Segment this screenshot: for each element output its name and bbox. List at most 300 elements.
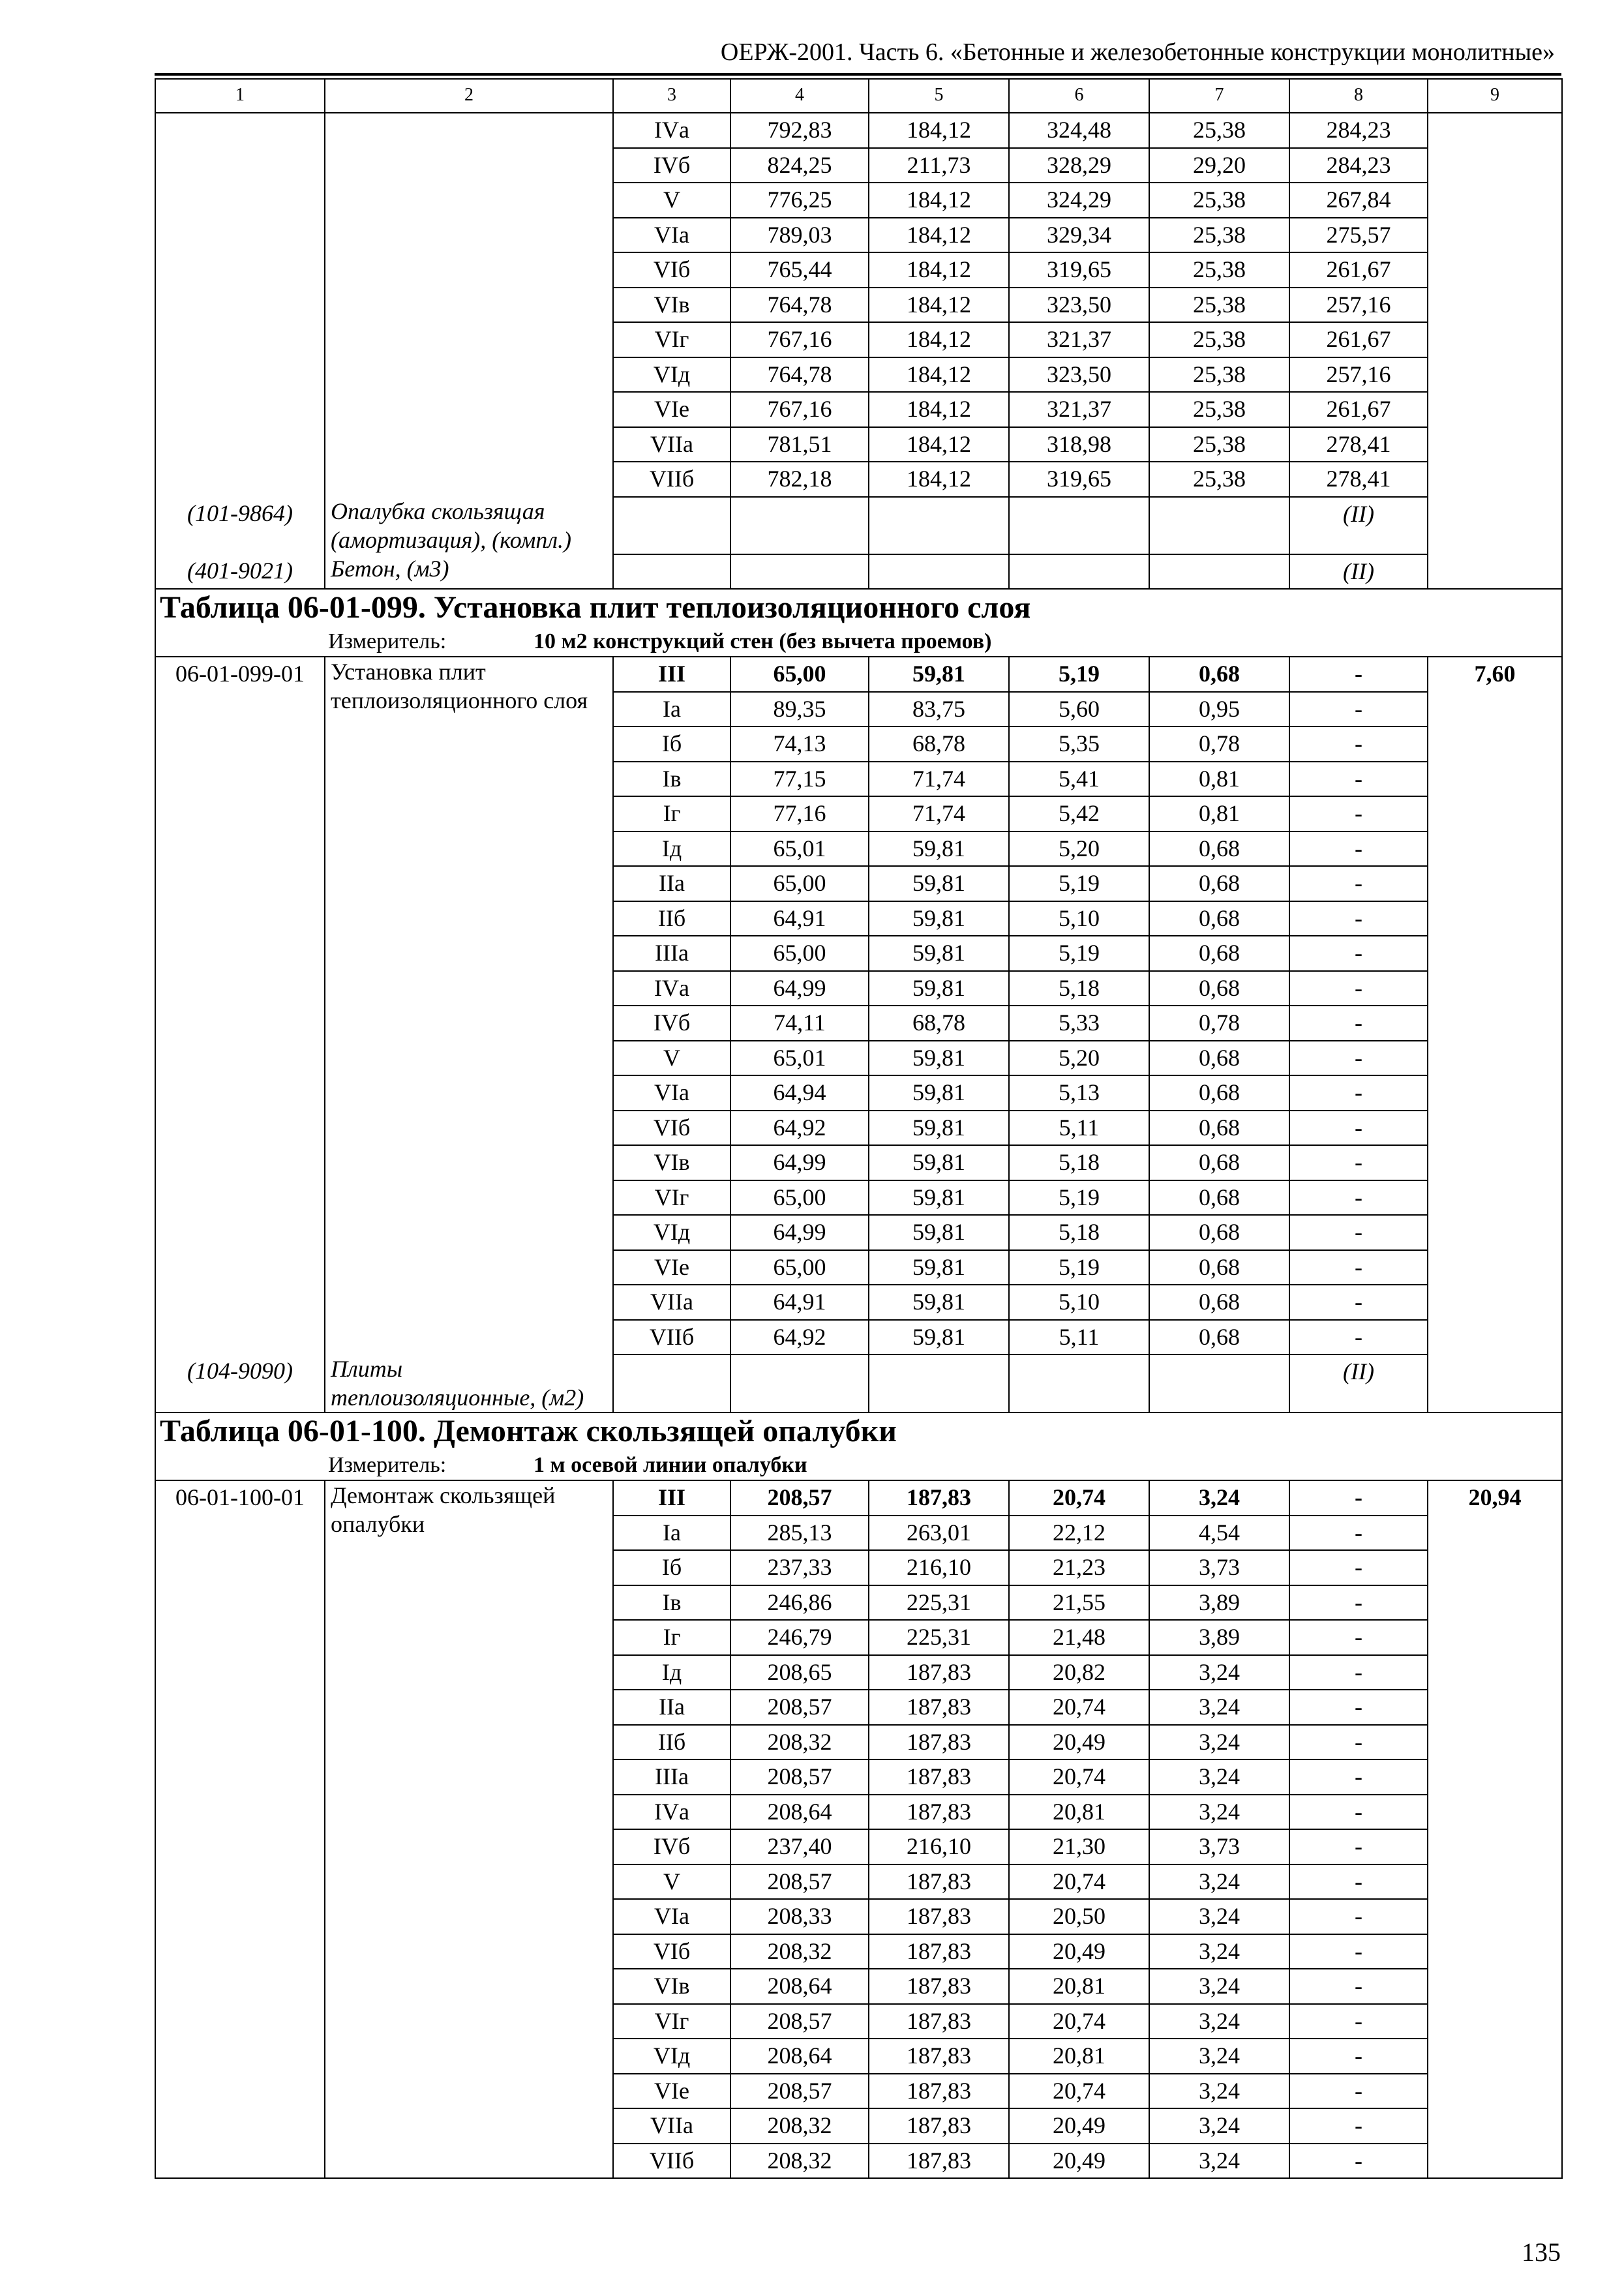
value-cell: 5,19 [1009,657,1149,692]
empty-cell [1149,497,1289,554]
value-cell: 184,12 [869,322,1009,357]
value-cell: 187,83 [869,1655,1009,1690]
value-cell: 3,24 [1149,2144,1289,2179]
value-cell: - [1289,1285,1428,1320]
value-cell: 71,74 [869,762,1009,797]
zone-cell: VIг [613,322,730,357]
value-cell: 3,24 [1149,1864,1289,1900]
material-code: (101-9864) [155,497,325,554]
value-cell: 20,74 [1009,2074,1149,2109]
value-cell: 216,10 [869,1550,1009,1585]
zone-cell: VIIа [613,1285,730,1320]
zone-cell: VIг [613,2004,730,2039]
value-cell: 25,38 [1149,357,1289,393]
value-cell: 0,68 [1149,1075,1289,1111]
value-cell: 71,74 [869,796,1009,831]
value-cell: 59,81 [869,1041,1009,1076]
value-cell: 237,40 [730,1829,869,1864]
value-cell: - [1289,1969,1428,2004]
norms-table [155,78,1563,2179]
zone-cell: VIв [613,288,730,323]
table-title: Таблица 06-01-100. Демонтаж скользящей опалубки [155,1413,1562,1452]
value-cell: 0,81 [1149,796,1289,831]
value-cell: 208,64 [730,1969,869,2004]
value-cell: 278,41 [1289,427,1428,462]
value-cell: - [1289,2074,1428,2109]
zone-cell: IIб [613,901,730,936]
value-cell: 65,00 [730,657,869,692]
value-cell: 5,33 [1009,1006,1149,1041]
zone-cell: IVа [613,1795,730,1830]
value-cell: 21,23 [1009,1550,1149,1585]
value-cell: 5,19 [1009,866,1149,901]
value-cell: - [1289,1480,1428,1516]
value-cell: 20,81 [1009,2039,1149,2074]
zone-cell: VIIб [613,2144,730,2179]
value-cell: 187,83 [869,1795,1009,1830]
value-cell: 20,82 [1009,1655,1149,1690]
value-cell: 208,32 [730,1725,869,1760]
value-cell: - [1289,1006,1428,1041]
zone-cell: VIг [613,1180,730,1216]
value-cell: 65,00 [730,936,869,971]
value-cell: 59,81 [869,866,1009,901]
value-cell: 208,57 [730,1480,869,1516]
value-cell: 0,68 [1149,831,1289,867]
norm-code: 06-01-100-01 [155,1480,325,2178]
value-cell: 20,74 [1009,1864,1149,1900]
table-row [155,657,1562,692]
value-cell: 208,57 [730,2004,869,2039]
zone-cell: Iб [613,726,730,762]
zone-cell: IVб [613,148,730,183]
value-cell: 59,81 [869,1180,1009,1216]
column-number: 2 [325,79,613,113]
table-title: Таблица 06-01-099. Установка плит теплоизоляционного слоя [155,589,1562,628]
value-cell: 21,55 [1009,1585,1149,1621]
value-cell: - [1289,796,1428,831]
value-cell: 65,01 [730,1041,869,1076]
value-cell: 64,91 [730,901,869,936]
value-cell: 59,81 [869,901,1009,936]
value-cell: 20,50 [1009,1899,1149,1934]
value-cell: 0,68 [1149,1180,1289,1216]
value-cell: 64,99 [730,971,869,1006]
value-cell: 275,57 [1289,218,1428,253]
value-cell: 208,57 [730,2074,869,2109]
value-cell: 20,49 [1009,1725,1149,1760]
zone-cell: VIд [613,2039,730,2074]
value-cell: 0,68 [1149,1215,1289,1250]
norm-name: Установка плит теплоизоляционного слоя [325,657,613,1354]
zone-cell: Iв [613,1585,730,1621]
value-cell: 321,37 [1009,322,1149,357]
value-cell: - [1289,831,1428,867]
column-number: 6 [1009,79,1149,113]
value-cell: 20,74 [1009,1759,1149,1795]
empty-cell [869,1354,1009,1413]
value-cell: 3,89 [1149,1620,1289,1655]
value-cell: 3,24 [1149,1934,1289,1969]
value-cell: 59,81 [869,1075,1009,1111]
value-cell: 208,57 [730,1690,869,1725]
value-cell: - [1289,657,1428,692]
zone-cell: V [613,1041,730,1076]
value-cell: 5,18 [1009,1145,1149,1180]
value-cell: 776,25 [730,183,869,218]
zone-cell: VIIб [613,462,730,497]
zone-cell: VIIа [613,427,730,462]
value-cell: 5,42 [1009,796,1149,831]
value-cell: 59,81 [869,1145,1009,1180]
value-cell: 208,65 [730,1655,869,1690]
zone-cell: VIб [613,1111,730,1146]
value-cell: 25,38 [1149,252,1289,288]
zone-cell: IVб [613,1006,730,1041]
value-cell: 187,83 [869,1480,1009,1516]
table-row [155,113,1562,148]
value-cell: - [1289,1864,1428,1900]
value-cell: 184,12 [869,252,1009,288]
empty-cell [869,497,1009,554]
value-cell: - [1289,1145,1428,1180]
value-cell: 0,68 [1149,866,1289,901]
value-cell: 208,57 [730,1759,869,1795]
value-cell: 74,11 [730,1006,869,1041]
value-cell: 5,20 [1009,1041,1149,1076]
value-cell: 323,50 [1009,288,1149,323]
table-title-row [155,1413,1562,1452]
value-cell: 5,19 [1009,1250,1149,1285]
value-cell: - [1289,1759,1428,1795]
value-cell: 321,37 [1009,392,1149,427]
value-cell: 0,81 [1149,762,1289,797]
value-cell: 824,25 [730,148,869,183]
zone-cell: Iа [613,1516,730,1551]
value-cell: 329,34 [1009,218,1149,253]
value-cell: 767,16 [730,322,869,357]
value-cell: 187,83 [869,1690,1009,1725]
value-cell: 77,15 [730,762,869,797]
value-cell: 3,24 [1149,2108,1289,2144]
value-cell: 208,32 [730,2144,869,2179]
measurer-label: Измеритель: [328,1453,447,1477]
value-cell: 25,38 [1149,322,1289,357]
value-cell: 208,57 [730,1864,869,1900]
page-number: 135 [1522,2237,1561,2267]
value-cell: 184,12 [869,427,1009,462]
value-cell: 208,33 [730,1899,869,1934]
value-cell: - [1289,2108,1428,2144]
material-row [155,497,1562,554]
value-cell: - [1289,2004,1428,2039]
empty-cell [1428,554,1562,590]
value-cell: 20,74 [1009,1690,1149,1725]
value-cell: 25,38 [1149,113,1289,148]
zone-cell: Iа [613,692,730,727]
column-number: 3 [613,79,730,113]
total-cell: 7,60 [1428,657,1562,1354]
value-cell: - [1289,726,1428,762]
value-cell: - [1289,1041,1428,1076]
zone-cell: IIб [613,1725,730,1760]
value-cell: 22,12 [1009,1516,1149,1551]
value-cell: - [1289,1690,1428,1725]
empty-cell [613,1354,730,1413]
zone-cell: V [613,183,730,218]
value-cell: 0,68 [1149,936,1289,971]
value-cell: 59,81 [869,1215,1009,1250]
value-cell: 187,83 [869,2004,1009,2039]
material-row [155,1354,1562,1413]
value-cell: 20,49 [1009,2144,1149,2179]
value-cell: 20,74 [1009,2004,1149,2039]
value-cell: 59,81 [869,831,1009,867]
zone-cell: VIв [613,1969,730,2004]
column-number: 8 [1289,79,1428,113]
zone-cell: V [613,1864,730,1900]
value-cell: - [1289,1725,1428,1760]
value-cell: 187,83 [869,2108,1009,2144]
value-cell: 0,78 [1149,726,1289,762]
value-cell: 89,35 [730,692,869,727]
empty-cell [613,554,730,590]
value-cell: 187,83 [869,1759,1009,1795]
value-cell: 59,81 [869,1320,1009,1355]
value-cell: 64,99 [730,1215,869,1250]
value-cell: 59,81 [869,1250,1009,1285]
value-cell: 74,13 [730,726,869,762]
value-cell: 261,67 [1289,392,1428,427]
norm-name: Демонтаж скользящей опалубки [325,1480,613,2178]
value-cell: 208,32 [730,2108,869,2144]
value-cell: 59,81 [869,657,1009,692]
value-cell: - [1289,866,1428,901]
measurer-value: 1 м осевой линии опалубки [534,1453,807,1477]
page-header [155,34,1561,76]
empty-cell [730,554,869,590]
value-cell: 3,24 [1149,1969,1289,2004]
measurer [155,628,1562,657]
value-cell: 3,24 [1149,1899,1289,1934]
value-cell: 187,83 [869,2074,1009,2109]
value-cell: 0,68 [1149,1145,1289,1180]
value-cell: 21,30 [1009,1829,1149,1864]
column-number: 4 [730,79,869,113]
value-cell: 246,79 [730,1620,869,1655]
value-cell: 0,68 [1149,1320,1289,1355]
value-cell: 68,78 [869,726,1009,762]
value-cell: 319,65 [1009,252,1149,288]
value-cell: 3,89 [1149,1585,1289,1621]
column-number: 7 [1149,79,1289,113]
value-cell: 767,16 [730,392,869,427]
value-cell: 781,51 [730,427,869,462]
value-cell: 59,81 [869,936,1009,971]
zone-cell: Iг [613,796,730,831]
zone-cell: IVа [613,971,730,1006]
value-cell: 184,12 [869,183,1009,218]
material-name: Опалубка скользящая (амортизация), (компл.) [325,497,613,554]
value-cell: 0,78 [1149,1006,1289,1041]
value-cell: 5,18 [1009,971,1149,1006]
value-cell: 25,38 [1149,427,1289,462]
value-cell: 257,16 [1289,357,1428,393]
column-number: 5 [869,79,1009,113]
empty-cell [1009,554,1149,590]
zone-cell: III [613,1480,730,1516]
value-cell: 3,24 [1149,1725,1289,1760]
empty-cell [1009,497,1149,554]
value-cell: 68,78 [869,1006,1009,1041]
zone-cell: Iв [613,762,730,797]
value-cell: 324,29 [1009,183,1149,218]
value-cell: 5,11 [1009,1320,1149,1355]
value-cell: 20,81 [1009,1969,1149,2004]
zone-cell: VIе [613,2074,730,2109]
value-cell: 187,83 [869,2039,1009,2074]
value-cell: 789,03 [730,218,869,253]
value-cell: 64,94 [730,1075,869,1111]
value-cell: 64,92 [730,1320,869,1355]
measurer-row [155,628,1562,657]
value-cell: 187,83 [869,1864,1009,1900]
zone-cell: VIд [613,1215,730,1250]
value-cell: 3,24 [1149,1759,1289,1795]
table-row [155,1480,1562,1516]
value-cell: - [1289,1655,1428,1690]
value-cell: - [1289,1516,1428,1551]
value-cell: 284,23 [1289,113,1428,148]
material-note: (II) [1289,1354,1428,1413]
norm-name [325,113,613,497]
value-cell: - [1289,901,1428,936]
value-cell: 64,99 [730,1145,869,1180]
column-number: 9 [1428,79,1562,113]
value-cell: 3,24 [1149,2074,1289,2109]
value-cell: 25,38 [1149,218,1289,253]
material-note: (II) [1289,497,1428,554]
value-cell: - [1289,1899,1428,1934]
value-cell: 65,00 [730,1250,869,1285]
zone-cell: VIб [613,1934,730,1969]
zone-cell: IVб [613,1829,730,1864]
value-cell: 25,38 [1149,183,1289,218]
material-row [155,554,1562,590]
material-code: (401-9021) [155,554,325,590]
value-cell: 246,86 [730,1585,869,1621]
value-cell: 25,38 [1149,288,1289,323]
value-cell: 208,64 [730,1795,869,1830]
value-cell: 318,98 [1009,427,1149,462]
norm-code [155,113,325,497]
value-cell: 211,73 [869,148,1009,183]
value-cell: 319,65 [1009,462,1149,497]
zone-cell: VIа [613,1899,730,1934]
value-cell: - [1289,1829,1428,1864]
value-cell: 3,24 [1149,1690,1289,1725]
value-cell: - [1289,1215,1428,1250]
value-cell: 5,11 [1009,1111,1149,1146]
value-cell: - [1289,1585,1428,1621]
value-cell: 284,23 [1289,148,1428,183]
value-cell: 3,73 [1149,1829,1289,1864]
value-cell: 782,18 [730,462,869,497]
value-cell: 3,24 [1149,1655,1289,1690]
value-cell: 59,81 [869,1111,1009,1146]
value-cell: 184,12 [869,357,1009,393]
value-cell: 765,44 [730,252,869,288]
value-cell: 59,81 [869,971,1009,1006]
measurer-row [155,1452,1562,1480]
value-cell: 184,12 [869,218,1009,253]
value-cell: 187,83 [869,2144,1009,2179]
value-cell: 0,68 [1149,1250,1289,1285]
value-cell: 20,81 [1009,1795,1149,1830]
value-cell: - [1289,2144,1428,2179]
value-cell: 184,12 [869,113,1009,148]
value-cell: - [1289,971,1428,1006]
value-cell: 237,33 [730,1550,869,1585]
value-cell: 208,32 [730,1934,869,1969]
value-cell: 77,16 [730,796,869,831]
value-cell: 65,01 [730,831,869,867]
value-cell: 0,68 [1149,657,1289,692]
value-cell: - [1289,1320,1428,1355]
value-cell: 225,31 [869,1585,1009,1621]
value-cell: - [1289,1934,1428,1969]
value-cell: 65,00 [730,866,869,901]
empty-cell [613,497,730,554]
value-cell: 64,91 [730,1285,869,1320]
zone-cell: VIд [613,357,730,393]
value-cell: 267,84 [1289,183,1428,218]
zone-cell: VIв [613,1145,730,1180]
zone-cell: IIа [613,1690,730,1725]
measurer-value: 10 м2 конструкций стен (без вычета проемов) [534,629,992,653]
column-number-row [155,79,1562,113]
value-cell: 184,12 [869,288,1009,323]
value-cell: 0,68 [1149,1285,1289,1320]
value-cell: 0,68 [1149,1111,1289,1146]
value-cell: 187,83 [869,1899,1009,1934]
norm-code: 06-01-099-01 [155,657,325,1354]
value-cell: 187,83 [869,1969,1009,2004]
zone-cell: Iд [613,831,730,867]
value-cell: 3,24 [1149,2004,1289,2039]
total-cell [1428,113,1562,497]
zone-cell: VIе [613,1250,730,1285]
value-cell: 285,13 [730,1516,869,1551]
value-cell: 0,95 [1149,692,1289,727]
value-cell: 5,10 [1009,1285,1149,1320]
value-cell: 184,12 [869,392,1009,427]
value-cell: 225,31 [869,1620,1009,1655]
value-cell: 0,68 [1149,901,1289,936]
value-cell: 263,01 [869,1516,1009,1551]
value-cell: 5,60 [1009,692,1149,727]
value-cell: - [1289,1620,1428,1655]
value-cell: 3,73 [1149,1550,1289,1585]
value-cell: 187,83 [869,1725,1009,1760]
value-cell: - [1289,936,1428,971]
value-cell: 3,24 [1149,1480,1289,1516]
value-cell: 65,00 [730,1180,869,1216]
value-cell: 5,19 [1009,936,1149,971]
value-cell: 323,50 [1009,357,1149,393]
zone-cell: VIа [613,218,730,253]
zone-cell: Iг [613,1620,730,1655]
